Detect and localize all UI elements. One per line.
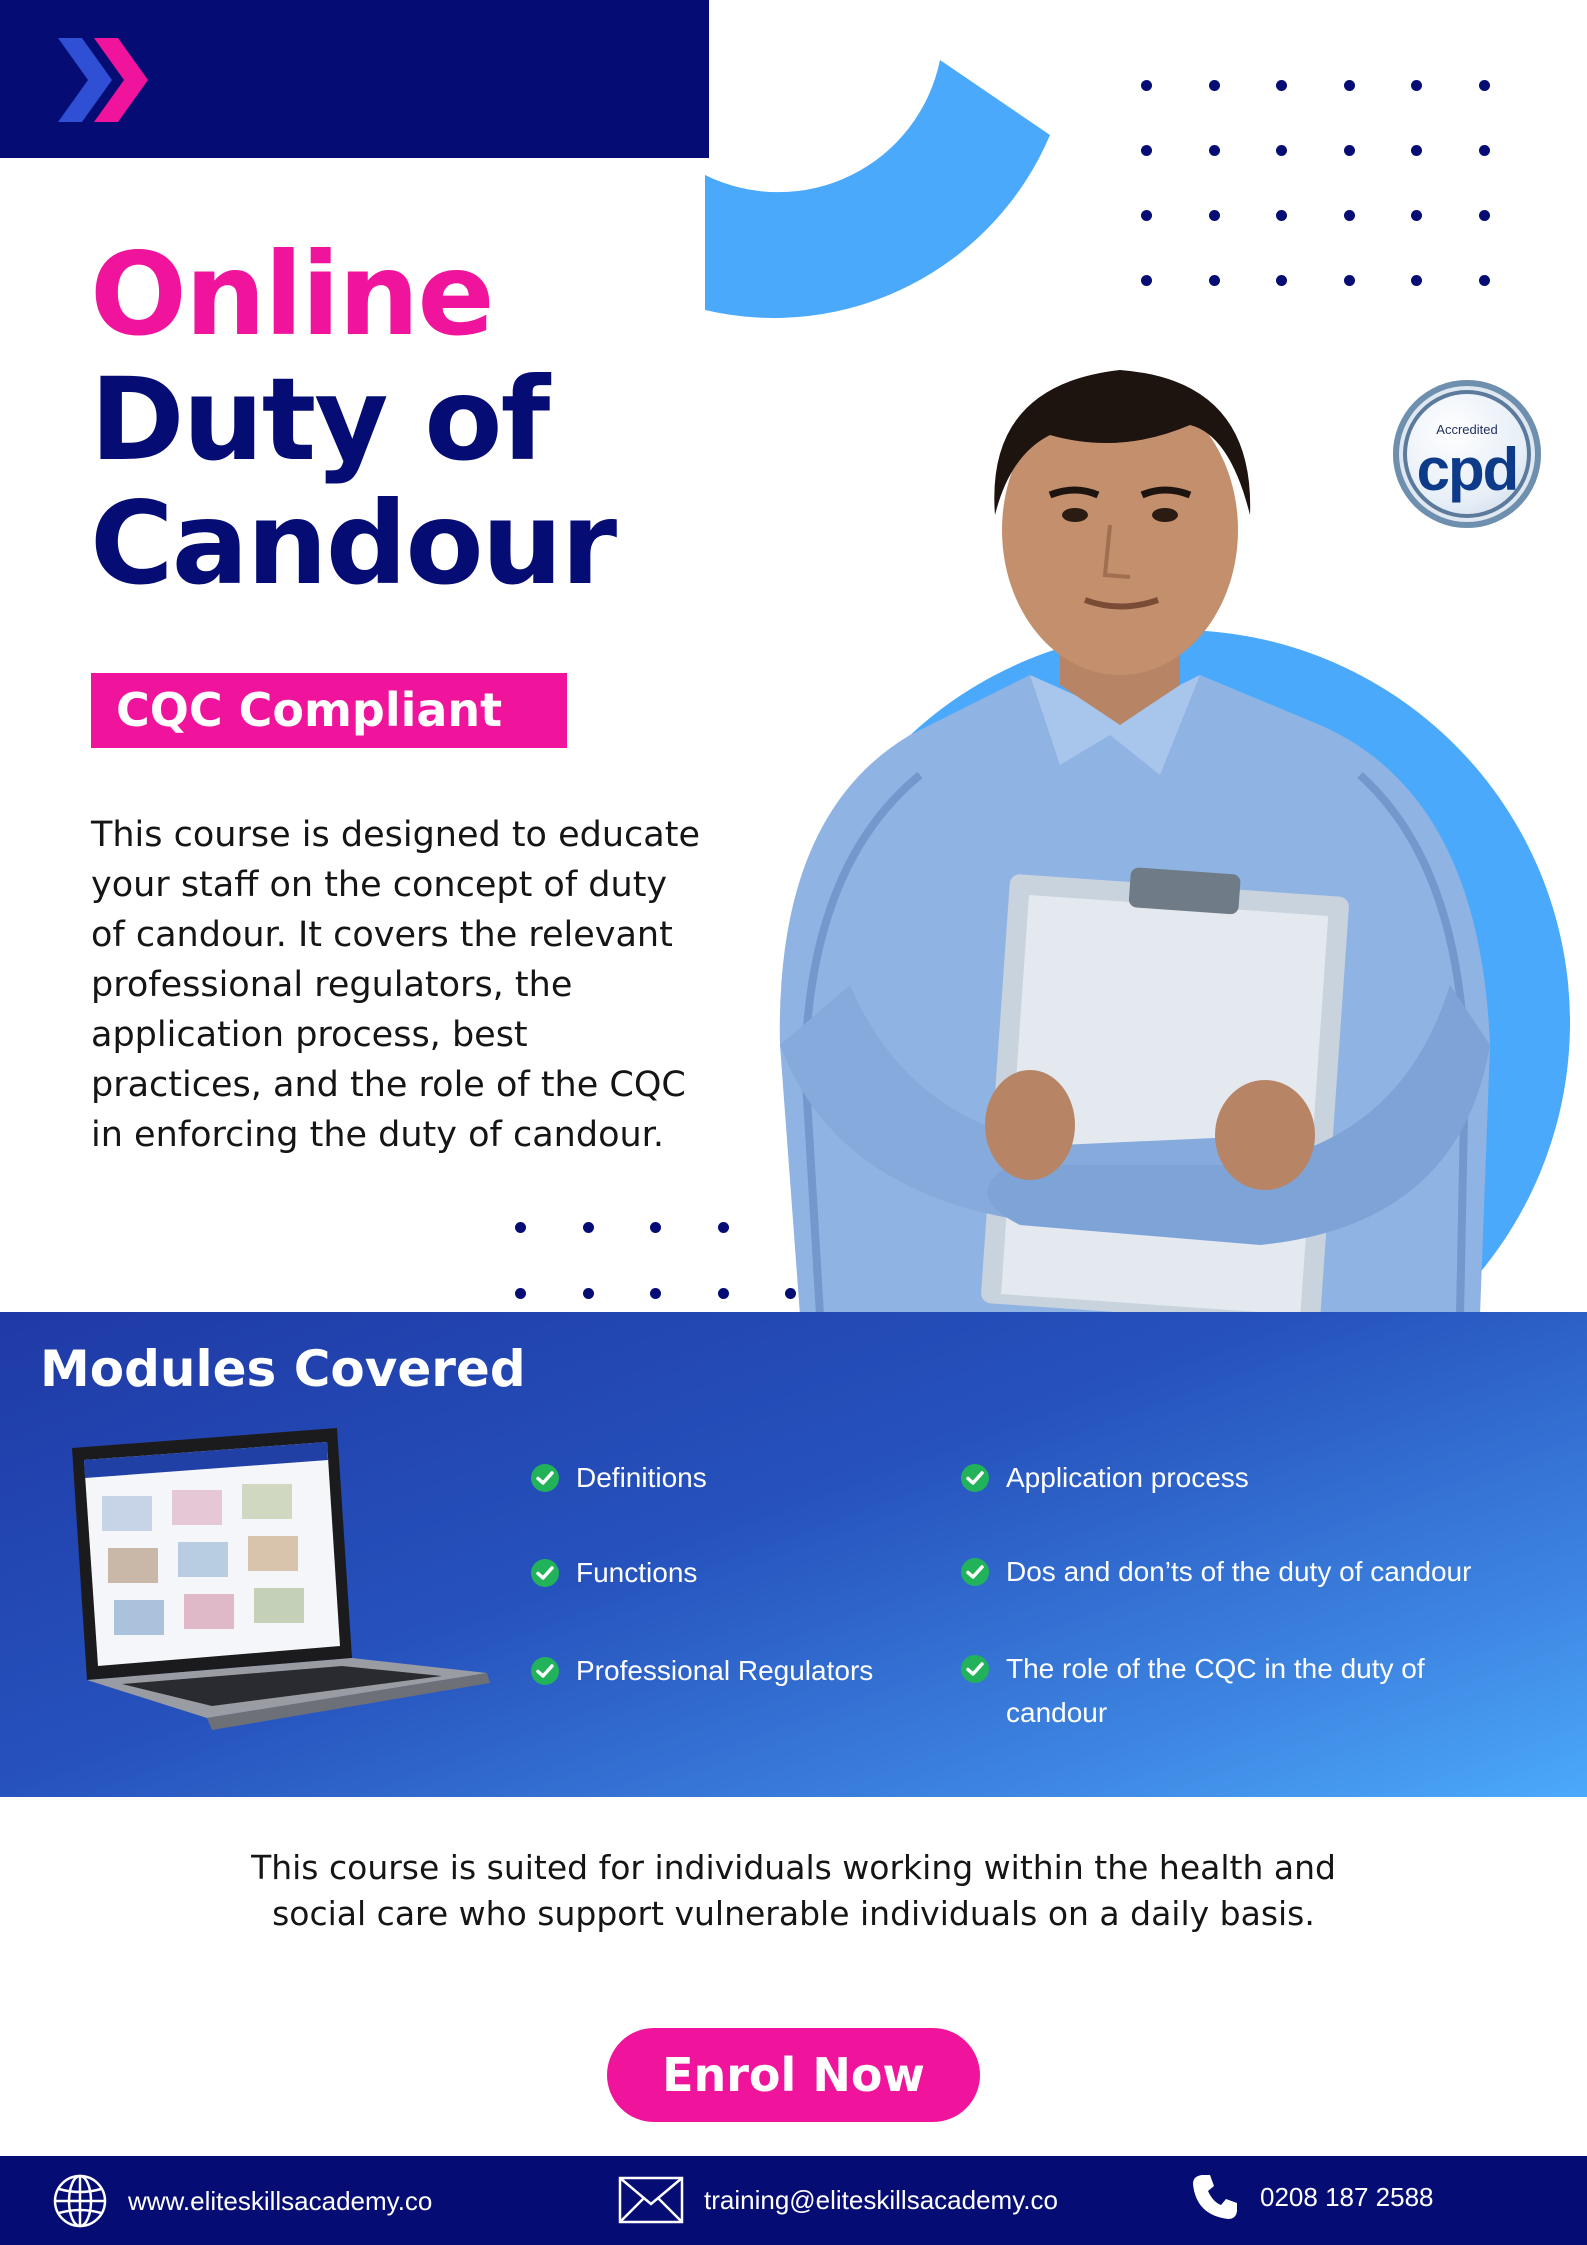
double-chevron-logo-icon (50, 30, 160, 130)
module-item (960, 1456, 1520, 1500)
phone-icon (1190, 2172, 1240, 2222)
check-circle-icon (530, 1656, 560, 1686)
phone-text: 0208 187 2588 (1260, 2181, 1434, 2212)
module-label: Application process (1006, 1462, 1249, 1493)
module-label: Definitions (576, 1462, 707, 1493)
cpd-accredited-badge (1393, 380, 1541, 528)
module-label: Professional Regulators (576, 1655, 874, 1686)
phone-contact[interactable] (1190, 2172, 1434, 2222)
top-bar (0, 0, 709, 158)
module-item (960, 1647, 1460, 1735)
title-line-1: Duty of (90, 353, 549, 486)
check-circle-icon (530, 1463, 560, 1493)
module-item (960, 1550, 1560, 1594)
dot-grid-top (1141, 80, 1546, 340)
check-circle-icon (960, 1463, 990, 1493)
email-text: training@eliteskillsacademy.co (704, 2184, 1058, 2215)
enrol-now-button[interactable]: Enrol Now (607, 2028, 980, 2122)
cpd-badge-big-text: cpd (1416, 436, 1518, 503)
module-item (530, 1456, 707, 1500)
module-label: The role of the CQC in the duty of candour (1006, 1653, 1425, 1728)
cpd-badge-small-text: Accredited (1436, 422, 1498, 437)
check-circle-icon (960, 1557, 990, 1587)
website-contact[interactable] (52, 2173, 432, 2229)
modules-title: Modules Covered (40, 1340, 526, 1398)
module-label: Functions (576, 1557, 698, 1588)
email-contact[interactable] (618, 2176, 1058, 2224)
module-item (530, 1649, 873, 1693)
title-highlight: Online (90, 228, 493, 361)
course-suitability-text: This course is suited for individuals working within the health and social care who support vulnerable individuals on a daily basis. (251, 1848, 1336, 1933)
check-circle-icon (960, 1654, 990, 1684)
modules-section (0, 1312, 1587, 1797)
course-intro-text: This course is designed to educate your staff on the concept of duty of candour. It covers the relevant professional regulators, the application process, best practices, and the role of the CQC in enforcing the duty of candour. (91, 815, 700, 1155)
decorative-arc (700, 55, 1060, 325)
footer-contact-bar (0, 2156, 1587, 2245)
envelope-icon (618, 2176, 684, 2224)
laptop-image (62, 1418, 492, 1748)
globe-icon (52, 2173, 108, 2229)
website-text: www.eliteskillsacademy.co (128, 2185, 433, 2216)
title-line-2: Candour (90, 477, 616, 610)
module-item (530, 1551, 697, 1595)
check-circle-icon (530, 1558, 560, 1588)
module-label: Dos and don’ts of the duty of candour (1006, 1556, 1472, 1587)
cqc-compliant-badge: CQC Compliant (91, 673, 567, 748)
